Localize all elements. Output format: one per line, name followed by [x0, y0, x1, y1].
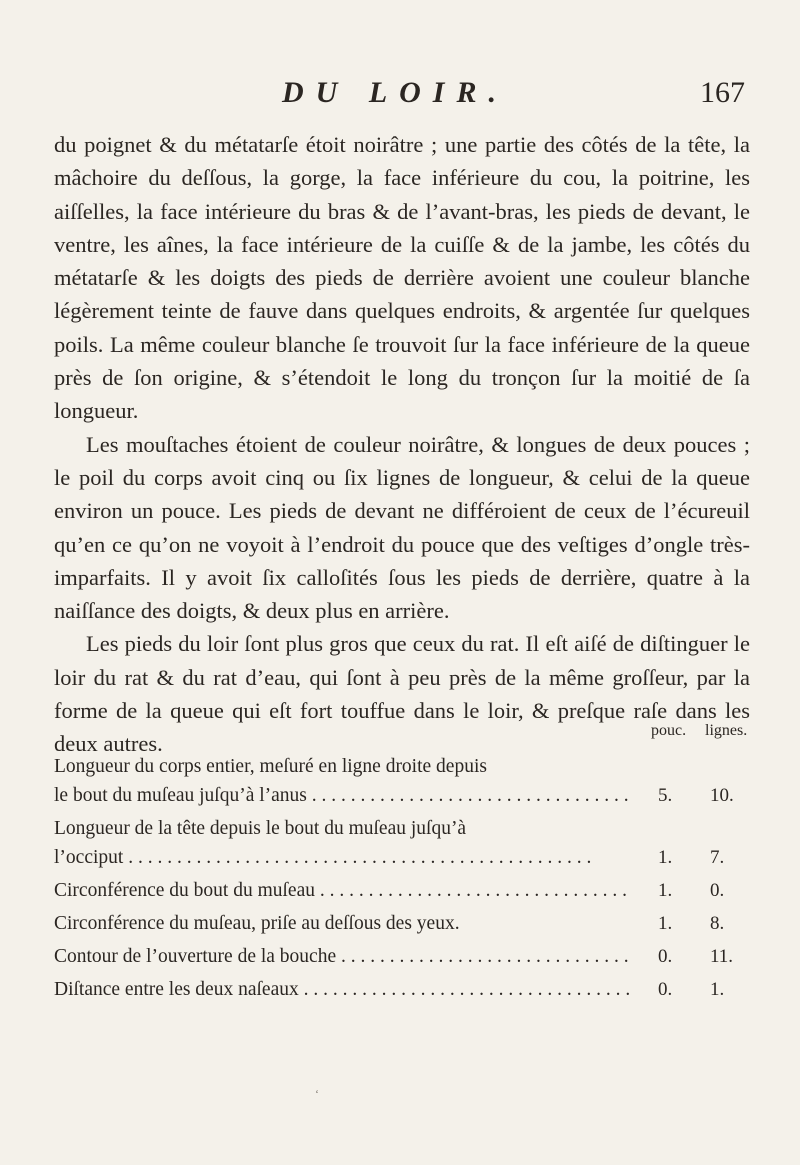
stray-ink-mark: ‘	[315, 1087, 319, 1101]
paragraph-1: du poignet & du métatarſe étoit noirâtre ; une partie des côtés de la tête, la mâchoire du deſſous, la gorge, la face inférieure du cou, la poitrine, les aiſſelles, la face intérieure du bras & de l’avant-bras, les pieds de devant, le ventre, les aînes, la face intérieure de la cuiſſe & de la jambe, les côtés du métatarſe & les doigts des pieds de derrière avoient une couleur blanche légèrement teinte de fauve dans quelques endroits, & argentée ſur quelques poils. La même couleur blanche ſe trouvoit ſur la face inférieure de la queue près de ſon origine, & s’étendoit le long du tronçon ſur la moitié de ſa longueur.	[54, 132, 750, 424]
measurement-lignes: 10.	[710, 785, 734, 806]
measurement-lignes: 1.	[710, 979, 725, 1000]
measurement-pouces: 1.	[658, 880, 673, 901]
measurement-lignes: 7.	[710, 847, 725, 868]
paragraph-2: Les mouſtaches étoient de couleur noirâtre, & longues de deux pouces ; le poil du corps avoit cinq ou ſix lignes de longueur, & celui de la queue environ un pouce. Les pieds de devant ne différoient de ceux de l’écureuil qu’en ce qu’on ne voyoit à l’endroit du pouce que des veſtiges d’ongle très-imparfaits. Il y avoit ſix calloſités ſous les pieds de derrière, quatre à la naiſſance des doigts, & deux plus en arrière.	[54, 431, 750, 624]
unit-pouces: pouc.	[651, 722, 687, 739]
measurement-label: Circonférence du muſeau, priſe au deſſous des yeux.	[54, 913, 460, 934]
measurement-pouces: 1.	[658, 847, 673, 868]
measurement-label-continued: l’occiput	[54, 847, 124, 868]
measurement-row	[54, 975, 750, 1004]
measurement-pouces: 1.	[658, 913, 673, 934]
measurement-lignes: 11.	[710, 946, 734, 967]
measurement-row	[54, 814, 750, 872]
measurement-pouces: 0.	[658, 946, 673, 967]
measurement-lignes: 8.	[710, 913, 725, 934]
running-title: DU LOIR.	[281, 76, 508, 109]
measurement-label: Contour de l’ouverture de la bouche	[54, 946, 337, 967]
measurement-label: Longueur du corps entier, meſuré en ligne droite depuis	[54, 756, 487, 777]
measurement-units-header	[54, 722, 750, 752]
measurement-lignes: 0.	[710, 880, 725, 901]
body-text	[54, 128, 750, 761]
measurement-row	[54, 942, 750, 971]
measurement-label: Diſtance entre les deux naſeaux	[54, 979, 299, 1000]
measurement-row	[54, 909, 750, 938]
paragraph-3: Les pieds du loir ſont plus gros que ceux du rat. Il eſt aiſé de diſtinguer le loir du rat & du rat d’eau, qui ſont à peu près de la même groſſeur, par la forme de la queue qui eſt fort touffue dans le loir, & preſque raſe dans les deux autres.	[54, 631, 750, 757]
measurement-label: Circonférence du bout du muſeau	[54, 880, 315, 901]
measurement-row	[54, 876, 750, 905]
measurement-pouces: 5.	[658, 785, 673, 806]
measurement-label-continued: le bout du muſeau juſqu’à l’anus	[54, 785, 307, 806]
measurement-label: Longueur de la tête depuis le bout du muſeau juſqu’à	[54, 818, 467, 839]
page-number: 167	[700, 76, 745, 109]
measurement-pouces: 0.	[658, 979, 673, 1000]
measurement-row	[54, 752, 750, 810]
unit-lignes: lignes.	[705, 722, 748, 739]
measurement-table	[54, 722, 750, 1008]
